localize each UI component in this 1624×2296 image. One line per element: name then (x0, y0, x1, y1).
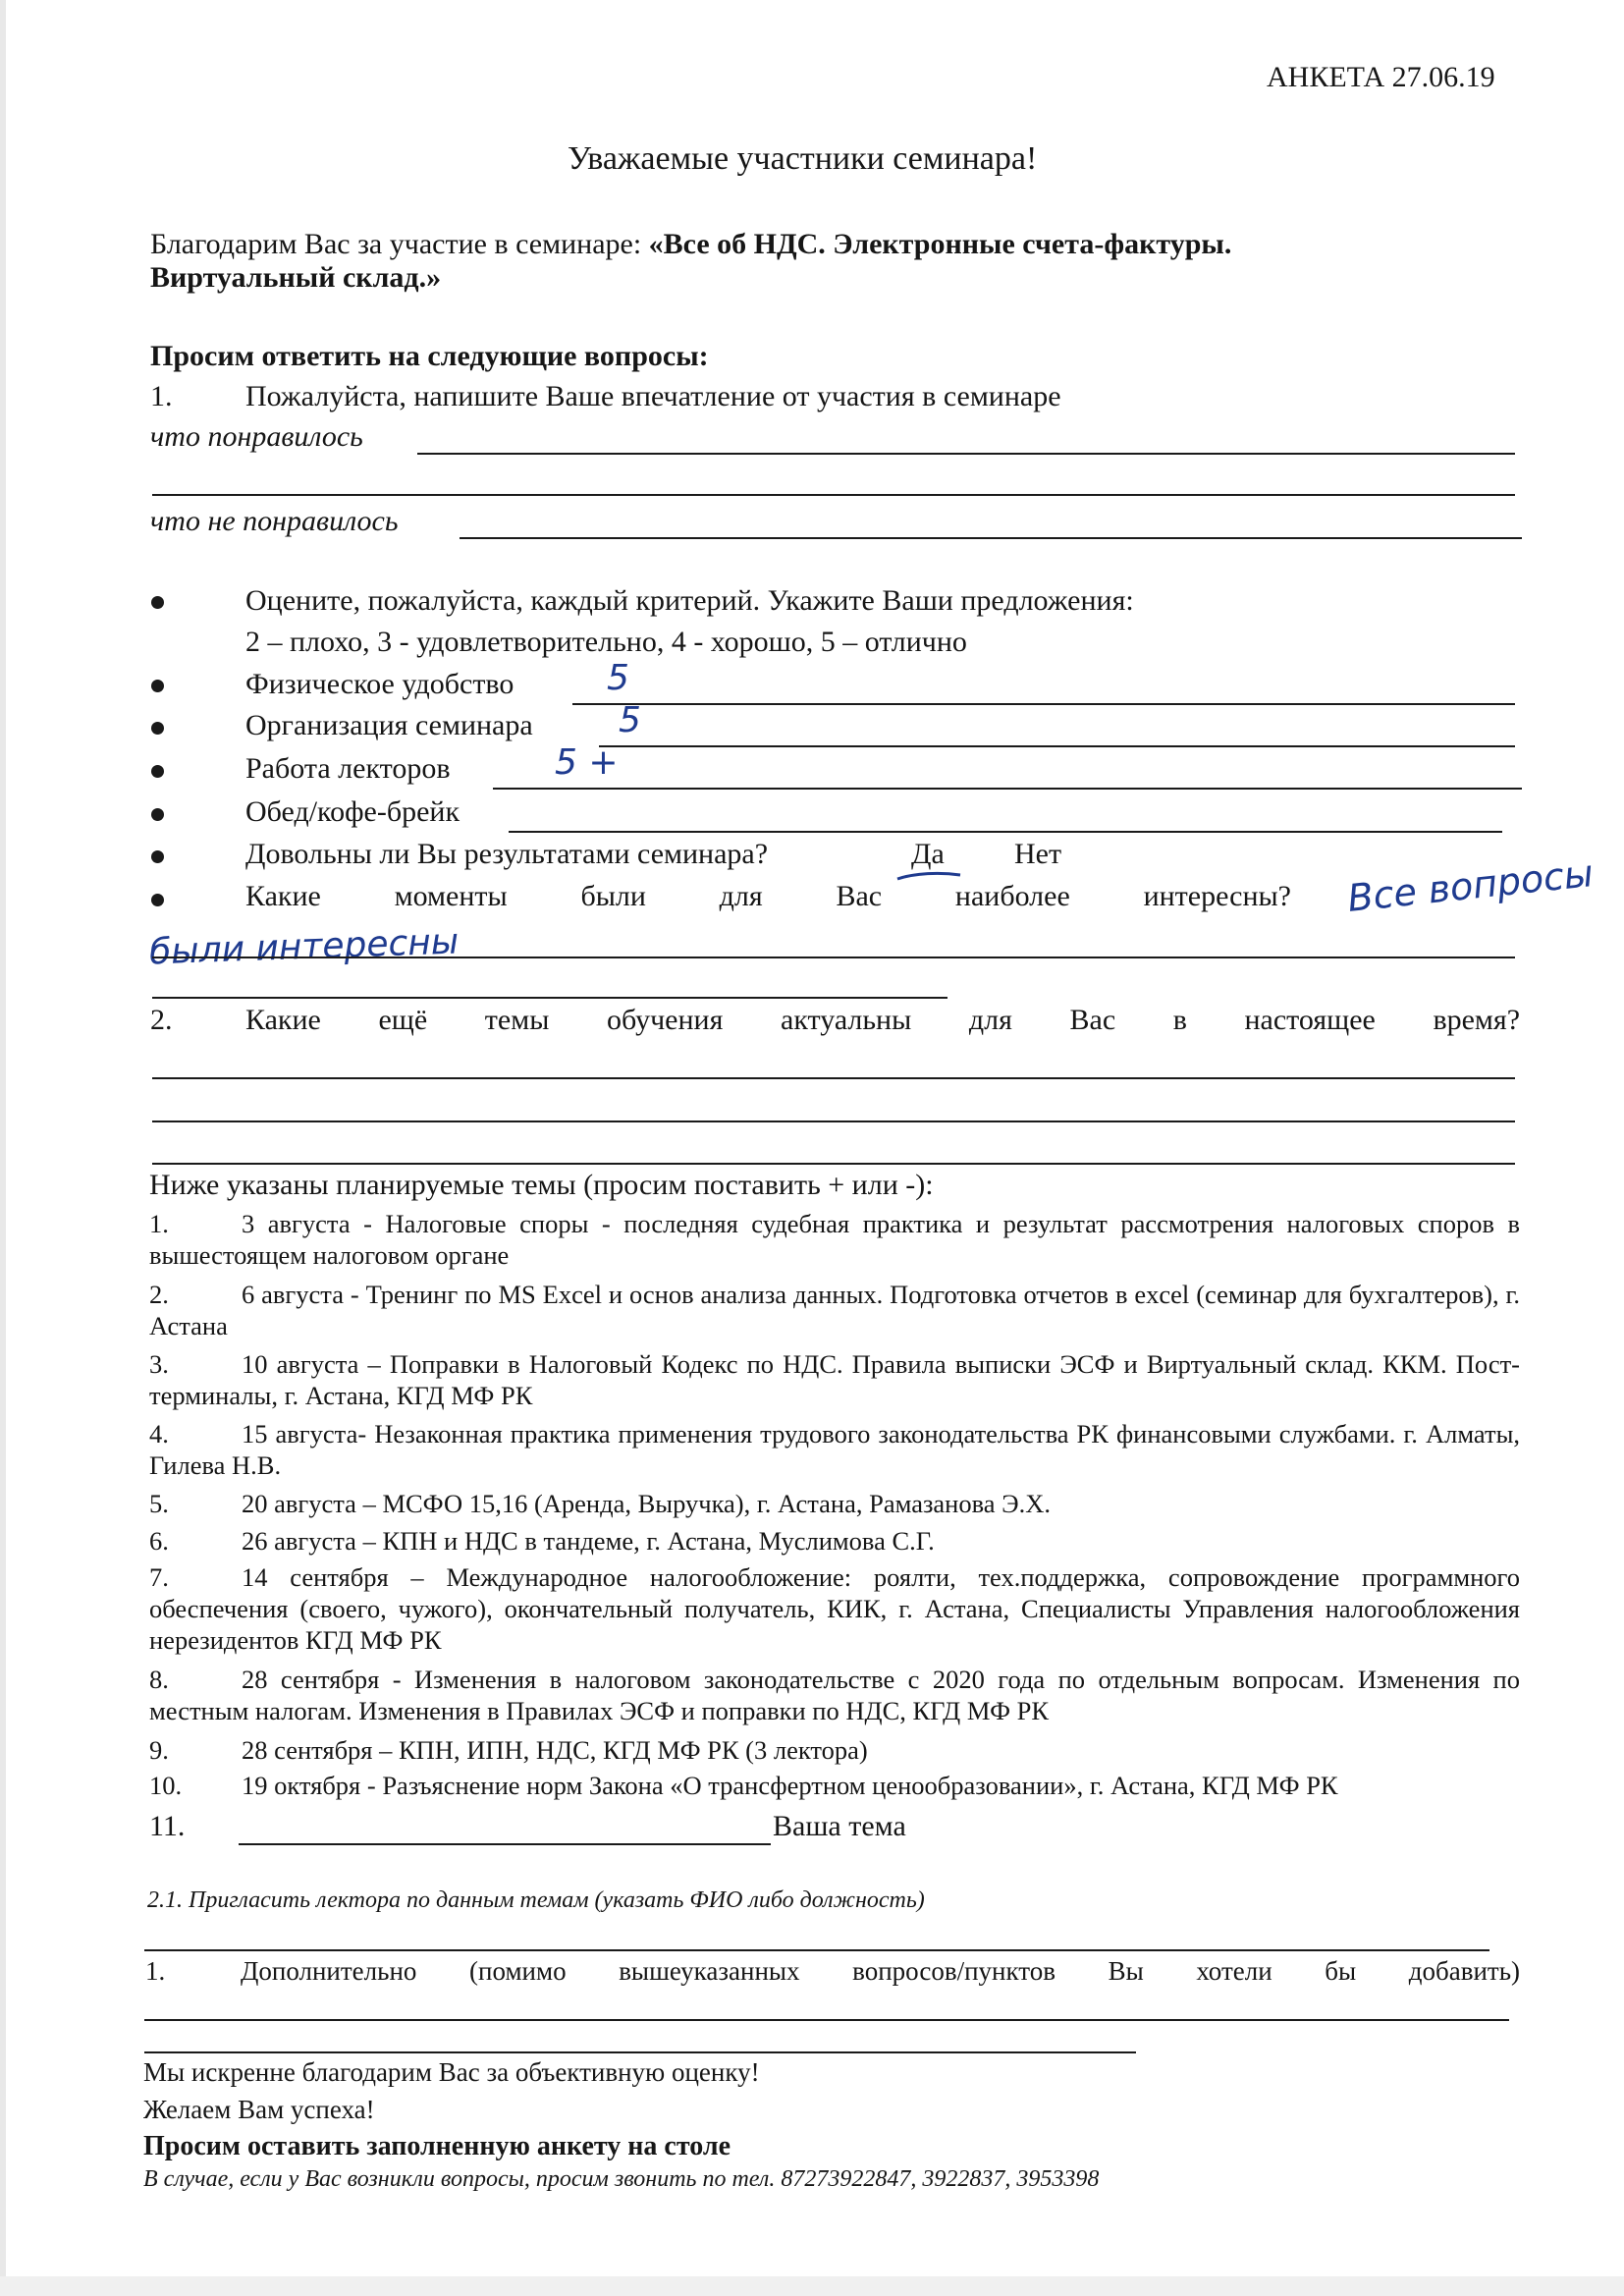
q-word: интересны? (1143, 880, 1292, 912)
additional-word: добавить) (1408, 1956, 1521, 1986)
intro-text (150, 228, 1231, 261)
q2-number: 2. (150, 1004, 173, 1036)
satisfied-yes-option[interactable]: Да (911, 838, 945, 870)
topic-text: 10 августа – Поправки в Налоговый Кодекс по НДС. Правила выписки ЭСФ и Виртуальный склад. ККМ. Пост-терминалы, г. Астана, КГД МФ РК (149, 1349, 1520, 1410)
q2-word: темы (484, 1004, 550, 1036)
page-title: Уважаемые участники семинара! (568, 140, 1038, 177)
q-word: для (719, 880, 763, 912)
topic-item-8[interactable] (149, 1664, 1520, 1726)
q2-answer-line-2[interactable] (152, 1121, 1515, 1122)
bullet (151, 850, 164, 863)
form-id: АНКЕТА 27.06.19 (1267, 61, 1495, 93)
additional-word: хотели (1196, 1956, 1272, 1986)
own-topic-number: 11. (149, 1810, 186, 1842)
rating-scale: 2 – плохо, 3 - удовлетворительно, 4 - хорошо, 5 – отлично (245, 626, 967, 658)
q-word: были (580, 880, 646, 912)
closing-contacts: В случае, если у Вас возникли вопросы, просим звонить по тел. 87273922847, 3922837, 3953398 (143, 2166, 1100, 2192)
closing-wish: Желаем Вам успеха! (143, 2095, 375, 2124)
topic-item-3[interactable] (149, 1348, 1520, 1411)
topic-number: 7. (149, 1562, 169, 1592)
rating-instruction: Оцените, пожалуйста, каждый критерий. Укажите Ваши предложения: (245, 584, 1134, 617)
additional-word: Дополнительно (241, 1956, 417, 1986)
additional-word: бы (1325, 1956, 1357, 1986)
criterion-physical-comfort: Физическое удобство (245, 668, 514, 700)
liked-label: что понравилось (150, 420, 363, 453)
invite-lecturer-label: 2.1. Пригласить лектора по данным темам (указать ФИО либо должность) (147, 1887, 925, 1913)
topic-number: 8. (149, 1665, 169, 1694)
topic-text: 19 октября - Разъяснение норм Закона «О трансфертном ценообразовании», г. Астана, КГД МФ РК (242, 1771, 1338, 1800)
satisfied-no-option[interactable]: Нет (1014, 838, 1062, 870)
liked-answer-line-2[interactable] (152, 494, 1515, 496)
topic-text: 6 августа - Тренинг по MS Excel и основ анализа данных. Подготовка отчетов в excel (семинар для бухгалтеров), г. Астана (149, 1280, 1520, 1340)
topic-item-5[interactable] (149, 1488, 1520, 1519)
topic-number: 9. (149, 1735, 169, 1765)
additional-number: 1. (145, 1956, 166, 1986)
disliked-label: что не понравилось (150, 505, 399, 537)
topic-number: 2. (149, 1280, 169, 1309)
topic-number: 5. (149, 1489, 169, 1518)
topic-item-6[interactable] (149, 1525, 1520, 1557)
organization-answer-line[interactable] (599, 745, 1515, 747)
scan-edge (0, 0, 6, 2296)
q2-answer-line-3[interactable] (152, 1163, 1515, 1165)
topic-item-10[interactable] (149, 1770, 1520, 1801)
bullet (151, 765, 164, 778)
topic-number: 3. (149, 1349, 169, 1379)
additional-word: вышеуказанных (619, 1956, 800, 1986)
lecturers-handwritten-answer: 5 + (555, 742, 619, 783)
interesting-answer-line[interactable] (152, 957, 1515, 958)
topic-text: 28 сентября – КПН, ИПН, НДС, КГД МФ РК (3 лектора) (242, 1735, 868, 1765)
bullet (151, 722, 164, 735)
q2-word: Какие (245, 1004, 321, 1036)
q1-text: Пожалуйста, напишите Ваше впечатление от участия в семинаре (245, 380, 1061, 412)
intro-lead: Благодарим Вас за участие в семинаре: (150, 228, 649, 260)
q2-word: ещё (378, 1004, 428, 1036)
q-word: Какие (245, 880, 321, 912)
q-word: моменты (394, 880, 508, 912)
topic-text: 26 августа – КПН и НДС в тандеме, г. Астана, Муслимова С.Г. (242, 1526, 935, 1556)
topic-item-2[interactable] (149, 1279, 1520, 1341)
interesting-question (245, 880, 1291, 913)
topic-text: 15 августа- Незаконная практика применения трудового законодательства РК финансовыми службами. г. Алматы, Гилева Н.В. (149, 1419, 1520, 1480)
topic-item-1[interactable] (149, 1208, 1520, 1271)
q2-word: актуальны (781, 1004, 912, 1036)
scan-bottom-edge (0, 2276, 1624, 2296)
closing-leave-form: Просим оставить заполненную анкету на столе (143, 2131, 731, 2161)
bullet (151, 680, 164, 692)
satisfied-question: Довольны ли Вы результатами семинара? (245, 838, 769, 870)
topic-item-9[interactable] (149, 1734, 1520, 1766)
lunch-answer-line[interactable] (509, 831, 1502, 833)
seminar-name-2: Виртуальный склад.» (150, 261, 442, 294)
topic-text: 28 сентября - Изменения в налоговом законодательстве с 2020 года по отдельным вопросам. Изменения по местным налогам. Изменения в Правилах ЭСФ и поправки по НДС, КГД МФ РК (149, 1665, 1520, 1725)
additional-answer-line-1[interactable] (144, 2019, 1509, 2021)
interesting-handwritten-answer-2: были интересны (148, 921, 460, 973)
criterion-lecturers: Работа лекторов (245, 752, 451, 785)
additional-word: вопросов/пунктов (852, 1956, 1056, 1986)
own-topic-label: Ваша тема (773, 1810, 906, 1842)
topic-number: 1. (149, 1209, 169, 1238)
bullet (151, 894, 164, 906)
planned-topics-heading: Ниже указаны планируемые темы (просим поставить + или -): (149, 1169, 934, 1201)
interesting-answer-line-2[interactable] (152, 997, 947, 999)
closing-thanks: Мы искренне благодарим Вас за объективную оценку! (143, 2057, 760, 2087)
seminar-name-1: «Все об НДС. Электронные счета-фактуры. (648, 228, 1232, 260)
topic-item-7[interactable] (149, 1561, 1520, 1656)
questions-heading: Просим ответить на следующие вопросы: (150, 340, 709, 372)
organization-handwritten-answer: 5 (619, 700, 641, 740)
q2-word: обучения (606, 1004, 724, 1036)
topic-number: 10. (149, 1771, 183, 1800)
bullet (151, 596, 164, 609)
topic-number: 4. (149, 1419, 169, 1449)
q2-text (245, 1004, 1520, 1037)
additional-text (241, 1956, 1520, 1987)
q-word: наиболее (954, 880, 1070, 912)
bullet (151, 808, 164, 821)
invite-lecturer-answer-line[interactable] (144, 1949, 1489, 1951)
lecturers-answer-line[interactable] (493, 788, 1522, 790)
interesting-handwritten-answer-1: Все вопросы (1345, 850, 1596, 921)
additional-answer-line-2[interactable] (144, 2051, 1136, 2053)
disliked-answer-line[interactable] (460, 537, 1522, 539)
topic-number: 6. (149, 1526, 169, 1556)
q2-word: в (1172, 1004, 1187, 1036)
liked-answer-line[interactable] (417, 453, 1515, 455)
topic-text: 20 августа – МСФО 15,16 (Аренда, Выручка), г. Астана, Рамазанова Э.Х. (242, 1489, 1052, 1518)
physical-comfort-handwritten-answer: 5 (607, 658, 629, 698)
criterion-lunch: Обед/кофе-брейк (245, 795, 460, 828)
q2-answer-line-1[interactable] (152, 1077, 1515, 1079)
additional-word: (помимо (469, 1956, 567, 1986)
q2-word: время? (1433, 1004, 1521, 1036)
q2-word: для (968, 1004, 1012, 1036)
own-topic-input-line[interactable] (239, 1843, 771, 1845)
q2-word: Вас (1069, 1004, 1116, 1036)
physical-comfort-answer-line[interactable] (572, 703, 1515, 705)
criterion-organization: Организация семинара (245, 709, 533, 741)
topic-item-4[interactable] (149, 1418, 1520, 1481)
topic-text: 3 августа - Налоговые споры - последняя судебная практика и результат рассмотрения налоговых споров в вышестоящем налоговом органе (149, 1209, 1520, 1270)
additional-word: Вы (1108, 1956, 1144, 1986)
q-word: Вас (836, 880, 883, 912)
topic-text: 14 сентября – Международное налогообложение: роялти, тех.поддержка, сопровождение программного обеспечения (своего, чужого), окончательный получатель, КИК, г. Астана, Специалисты Управления налогообложения нерезидентов КГД МФ РК (149, 1562, 1520, 1655)
q2-word: настоящее (1244, 1004, 1376, 1036)
q1-number: 1. (150, 380, 173, 412)
